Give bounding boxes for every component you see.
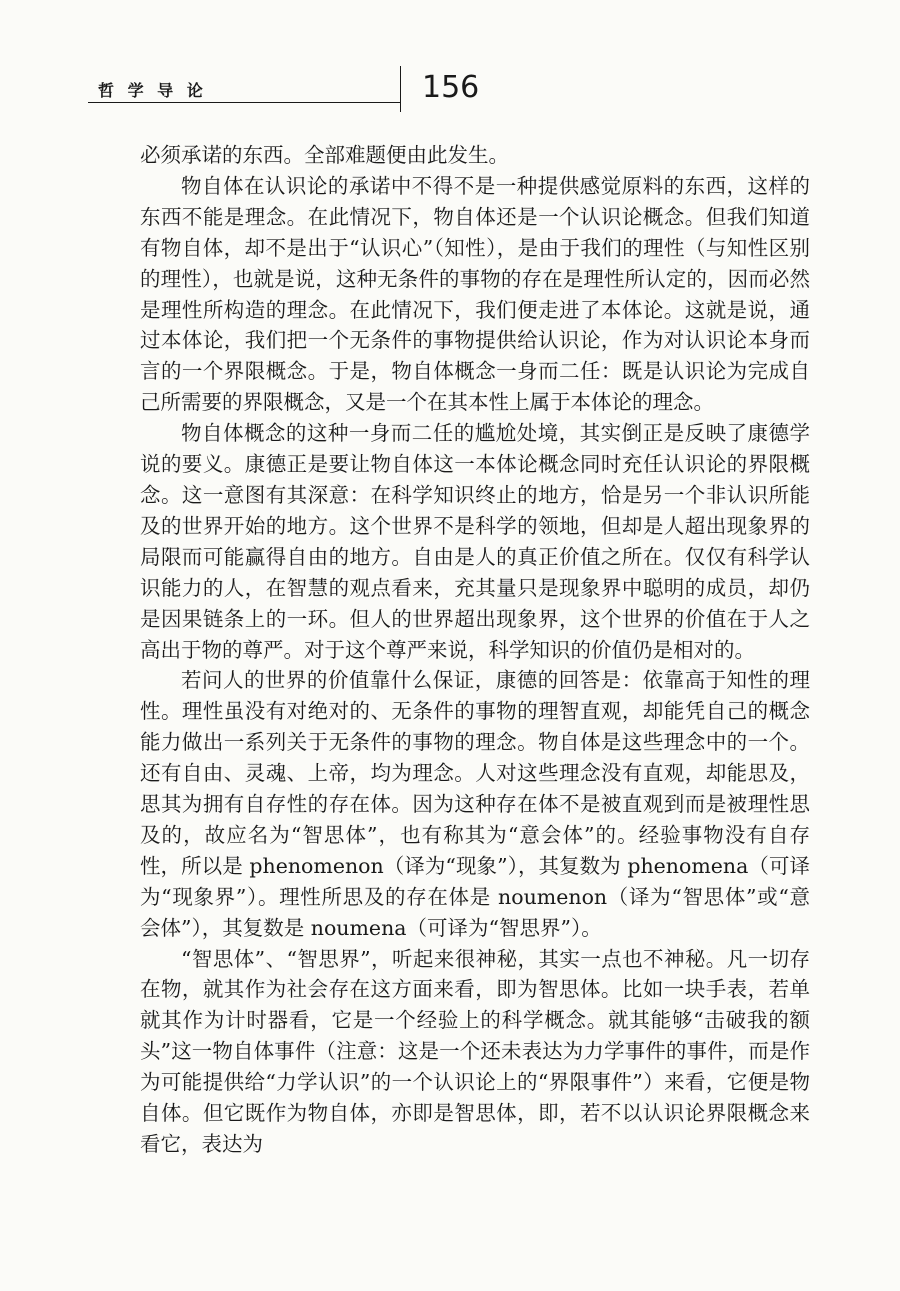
header-rule	[88, 102, 400, 103]
body-text	[140, 140, 810, 1160]
paragraph-4: 若问人的世界的价值靠什么保证，康德的回答是：依靠高于知性的理性。理性虽没有对绝对的、无条件的事物的理智直观，却能凭自己的概念能力做出一系列关于无条件的事物的理念。物自体是这些理念中的一个。还有自由、灵魂、上帝，均为理念。人对这些理念没有直观，却能思及，思其为拥有自存性的存在体。因为这种存在体不是被直观到而是被理性思及的，故应名为“智思体”，也有称其为“意会体”的。经验事物没有自存性，所以是 phenomenon（译为“现象”），其复数为 phenomena（可译为“现象界”）。理性所思及的存在体是 noumenon（译为“智思体”或“意会体”），其复数是 noumena（可译为“智思界”）。	[140, 668, 810, 940]
book-title: 哲 学 导 论	[98, 81, 207, 100]
paragraph-1: 必须承诺的东西。全部难题便由此发生。	[140, 143, 509, 167]
paragraph-2: 物自体在认识论的承诺中不得不是一种提供感觉原料的东西，这样的东西不能是理念。在此情况下，物自体还是一个认识论概念。但我们知道有物自体，却不是出于“认识心”（知性），是由于我们的理性（与知性区别的理性），也就是说，这种无条件的事物的存在是理性所认定的，因而必然是理性所构造的理念。在此情况下，我们便走进了本体论。这就是说，通过本体论，我们把一个无条件的事物提供给认识论，作为对认识论本身而言的一个界限概念。于是，物自体概念一身而二任：既是认识论为完成自己所需要的界限概念，又是一个在其本性上属于本体论的理念。	[140, 173, 810, 415]
header-divider	[400, 66, 401, 112]
page-number: 156	[422, 70, 480, 105]
paragraph-5: “智思体”、“智思界”，听起来很神秘，其实一点也不神秘。凡一切存在物，就其作为社会存在这方面来看，即为智思体。比如一块手表，若单就其作为计时器看，它是一个经验上的科学概念。就其能够“击破我的额头”这一物自体事件（注意：这是一个还未表达为力学事件的事件，而是作为可能提供给“力学认识”的一个认识论上的“界限事件”）来看，它便是物自体。但它既作为物自体，亦即是智思体，即，若不以认识论界限概念来看它，表达为	[140, 946, 810, 1156]
running-header	[88, 66, 608, 116]
paragraph-3: 物自体概念的这种一身而二任的尴尬处境，其实倒正是反映了康德学说的要义。康德正是要让物自体这一本体论概念同时充任认识论的界限概念。这一意图有其深意：在科学知识终止的地方，恰是另一个非认识所能及的世界开始的地方。这个世界不是科学的领地，但却是人超出现象界的局限而可能赢得自由的地方。自由是人的真正价值之所在。仅仅有科学认识能力的人，在智慧的观点看来，充其量只是现象界中聪明的成员，却仍是因果链条上的一环。但人的世界超出现象界，这个世界的价值在于人之高出于物的尊严。对于这个尊严来说，科学知识的价值仍是相对的。	[140, 421, 810, 662]
